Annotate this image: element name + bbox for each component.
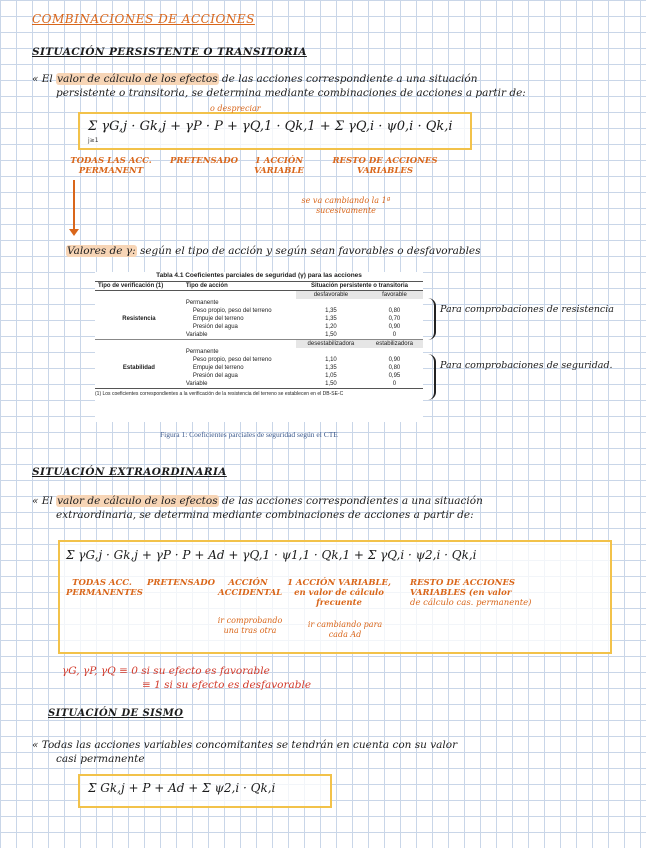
- section-heading-extraordinaria: SITUACIÓN EXTRAORDINARIA: [32, 466, 227, 478]
- note-despreciar: o despreciar: [210, 104, 261, 113]
- label-resto: RESTO DE ACCIONES VARIABLES: [332, 156, 438, 176]
- label-pretensado: PRETENSADO: [169, 156, 239, 166]
- table-footnote: (1) Los coeficientes correspondientes a la verificación de la resistencia del terreno se establecen en el DB-SE-C: [95, 391, 344, 397]
- label-pretensado: PRETENSADO: [146, 578, 216, 588]
- section-heading-persistente: SITUACIÓN PERSISTENTE O TRANSITORIA: [32, 46, 307, 58]
- row-permanente: Permanente: [185, 349, 219, 355]
- plus-sign: +: [353, 548, 364, 562]
- gamma-desfavorable: ≡ 1 si su efecto es desfavorable: [142, 679, 312, 691]
- plus-sign: +: [228, 548, 239, 562]
- note-se-va-cambiando: se va cambiando la 1ª sucesivamente: [301, 196, 391, 215]
- term-permanentes: Σ γG,j · Gk,j: [88, 119, 166, 134]
- label-resto-acciones: [410, 578, 600, 608]
- formula-sismo: Σ Gk,j + P + Ad + Σ ψ2,i · Qk,i: [88, 781, 276, 795]
- label-resto-line2: VARIABLES (en valor: [410, 588, 512, 598]
- paragraph-sismo: [32, 738, 632, 766]
- line-2: extraordinaria, se determina mediante combinaciones de acciones a partir de:: [56, 509, 474, 521]
- sub-desestabilizadora: desestabilizadora: [296, 340, 366, 349]
- term-pretensado: γP · P: [185, 119, 223, 134]
- col-situacion: Situación persistente o transitoria: [296, 282, 423, 291]
- down-arrow: [73, 180, 75, 232]
- line-rest: de las acciones correspondiente a una situación: [218, 73, 478, 85]
- sub-desfavorable: desfavorable: [296, 291, 366, 300]
- plus-sign: +: [141, 548, 152, 562]
- sismo-line-2: casi permanente: [56, 753, 145, 765]
- row-permanente: Permanente: [185, 300, 219, 306]
- brace-icon: [426, 298, 436, 340]
- formula-persistente: [88, 119, 453, 134]
- gamma-line-rest: según el tipo de acción y según sean favorables o desfavorables: [136, 245, 481, 257]
- label-accion-accidental: ACCIÓN ACCIDENTAL: [218, 578, 283, 598]
- paragraph-extraordinaria: [32, 494, 632, 522]
- table-row: Peso propio, peso del terreno 1,35 0,80: [192, 308, 401, 314]
- gamma-values-line: [66, 244, 636, 258]
- plus-sign: +: [319, 119, 331, 134]
- table-row: Variable 1,50 0: [95, 380, 423, 389]
- bullet-prefix: « El: [32, 495, 57, 507]
- table-row: Empuje del terreno 1,35 0,70: [192, 316, 401, 322]
- coeficientes-table: [95, 272, 423, 422]
- formula-extraordinaria: [66, 548, 477, 562]
- table-row: Presión del agua 1,20 0,90: [192, 324, 401, 330]
- gamma-favorable: γG, γP, γQ ≡ 0 si su efecto es favorable: [62, 665, 270, 677]
- highlight-valor-calculo: valor de cálculo de los efectos: [57, 73, 218, 85]
- sub-ir-comprobando: ir comprobando una tras otra: [217, 616, 283, 635]
- term-permanentes: Σ γG,j · Gk,j: [66, 548, 138, 562]
- term-pretensado: γP · P: [155, 548, 191, 562]
- page-title: COMBINACIONES DE ACCIONES: [32, 12, 255, 26]
- label-accion-variable: 1 ACCIÓN VARIABLE, en valor de cálculo frecuente: [287, 578, 391, 608]
- term-accidental: Ad: [208, 548, 225, 562]
- sismo-line-1: « Todas las acciones variables concomitantes se tendrán en cuenta con su valor: [32, 739, 458, 751]
- label-resto-line1: RESTO DE ACCIONES: [410, 578, 516, 588]
- term-variable-principal: γQ,1 · Qk,1: [242, 119, 316, 134]
- label-todas-acc: TODAS LAS ACC. PERMANENT: [70, 156, 152, 176]
- term-resto-variables: Σ γQ,i · ψ2,i · Qk,i: [367, 548, 477, 562]
- col-tipo-accion: Tipo de acción: [183, 282, 296, 291]
- line-2: persistente o transitoria, se determina mediante combinaciones de acciones a partir de:: [56, 87, 526, 99]
- group-estabilidad: Estabilidad: [95, 348, 183, 389]
- highlight-valor-calculo: valor de cálculo de los efectos: [57, 495, 218, 507]
- line-rest: de las acciones correspondientes a una situación: [218, 495, 483, 507]
- table-row: Variable 1,50 0: [95, 331, 423, 340]
- label-todas-acc: TODAS ACC. PERMANENTES: [66, 578, 143, 598]
- term-variable-frecuente: γQ,1 · ψ1,1 · Qk,1: [242, 548, 351, 562]
- table-row: Peso propio, peso del terreno 1,10 0,90: [192, 357, 401, 363]
- sub-favorable: favorable: [366, 291, 423, 300]
- highlight-valores-gamma: Valores de γ:: [67, 245, 136, 257]
- table-title: Tabla 4.1 Coeficientes parciales de seguridad (γ) para las acciones: [156, 272, 362, 279]
- note-resistencia: Para comprobaciones de resistencia: [440, 304, 614, 315]
- table-row: Presión del agua 1,05 0,95: [192, 373, 401, 379]
- note-seguridad: Para comprobaciones de seguridad.: [440, 360, 613, 371]
- col-tipo-verificacion: Tipo de verificación (1): [95, 282, 183, 291]
- figure-caption: Figura 1: Coeficientes parciales de seguridad según el CTE: [160, 430, 338, 439]
- group-resistencia: Resistencia: [95, 299, 183, 340]
- bullet-prefix: « El: [32, 73, 57, 85]
- sub-estabilizadora: estabilizadora: [366, 340, 423, 349]
- brace-icon: [426, 354, 436, 400]
- plus-sign: +: [170, 119, 182, 134]
- label-1-accion: 1 ACCIÓN VARIABLE: [254, 156, 304, 176]
- paragraph-persistente: [32, 72, 632, 100]
- sub-ir-cambiando: ir cambiando para cada Ad: [307, 620, 383, 639]
- table-row: Empuje del terreno 1,35 0,80: [192, 365, 401, 371]
- plus-sign: +: [194, 548, 205, 562]
- section-heading-sismo: SITUACIÓN DE SISMO: [48, 708, 184, 719]
- plus-sign: +: [227, 119, 238, 134]
- arrow-head-icon: [69, 229, 79, 236]
- label-resto-line3: de cálculo cas. permanente): [410, 598, 532, 608]
- sum-index-j: j≥1: [88, 137, 99, 144]
- term-resto-variables: Σ γQ,i · ψ0,i · Qk,i: [334, 119, 453, 134]
